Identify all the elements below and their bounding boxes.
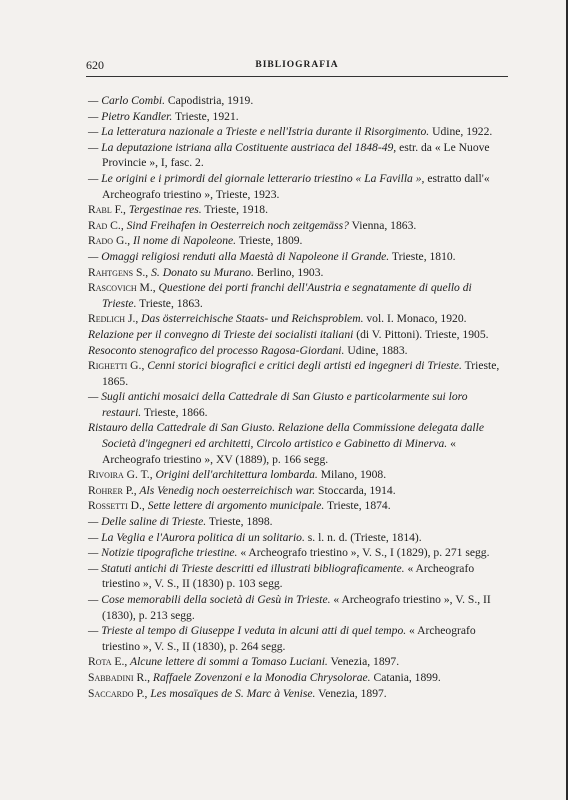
entry-title: Questione dei porti franchi dell'Austria e segnatamente di quello di Trieste.	[102, 281, 472, 310]
entry-details: Venezia, 1897.	[327, 655, 400, 669]
entry-title: Tergestinae res.	[125, 203, 202, 217]
entry-title: Raffaele Zovenzoni e la Monodia Chrysolorae.	[150, 670, 371, 684]
entry-title: Das österreichische Staats- und Reichsproblem.	[138, 312, 364, 326]
entry-author: Rossetti D.,	[88, 499, 145, 513]
running-title: BIBLIOGRAFIA	[255, 60, 339, 70]
entry-details: Trieste, 1918.	[201, 203, 268, 217]
entry-details: Trieste, 1898.	[206, 515, 273, 529]
bibliography-entry	[88, 140, 508, 171]
bibliography-entry	[88, 483, 508, 499]
entry-author: Rabl F.,	[88, 203, 126, 217]
entry-details: Trieste, 1921.	[172, 109, 239, 123]
bibliography-entry	[88, 343, 508, 359]
entry-details: « Archeografo triestino », V. S., I (1829), p. 271 segg.	[237, 546, 490, 560]
entry-author: Rado G.,	[88, 234, 131, 248]
bibliography-entry	[88, 561, 508, 592]
entry-details: « Archeografo triestino », V. S., II (1830), p. 213 segg.	[102, 593, 491, 622]
bibliography-entry	[88, 389, 508, 420]
bibliography-list	[88, 93, 508, 701]
entry-details: Trieste, 1865.	[102, 359, 500, 388]
entry-details: Trieste, 1809.	[236, 234, 303, 248]
entry-details: « Archeografo triestino », V. S., II (1830) p. 103 segg.	[102, 561, 475, 591]
entry-title: Alcune lettere di sommi a Tomaso Luciani.	[127, 655, 328, 669]
page-header	[86, 58, 508, 77]
entry-author: Sabbadini R.,	[88, 670, 150, 684]
bibliography-entry	[88, 592, 508, 623]
entry-title: — Trieste al tempo di Giuseppe I veduta in alcuni atti di quel tempo.	[88, 624, 407, 638]
bibliography-entry	[88, 530, 508, 546]
entry-title: Ristauro della Cattedrale di San Giusto. Relazione della Commissione delegata dalle Società d'ingegneri ed architetti, Circolo artistico e Gabinetto di Minerva.	[88, 421, 484, 451]
entry-details: Berlino, 1903.	[253, 265, 324, 279]
entry-details: Trieste, 1874.	[324, 499, 391, 513]
entry-author: Rivoira G. T.,	[88, 468, 153, 482]
bibliography-entry	[88, 93, 508, 109]
entry-author: Rad C.,	[88, 218, 124, 232]
bibliography-entry	[88, 623, 508, 654]
bibliography-entry	[88, 358, 508, 389]
entry-author: Righetti G.,	[88, 359, 145, 373]
entry-author: Rota E.,	[88, 655, 128, 669]
entry-details: vol. I. Monaco, 1920.	[363, 312, 467, 326]
entry-title: — Statuti antichi di Trieste descritti ed illustrati bibliograficamente.	[88, 561, 405, 575]
bibliography-entry	[88, 280, 508, 311]
bibliography-entry	[88, 327, 508, 343]
entry-title: — Sugli antichi mosaici della Cattedrale di San Giusto e particolarmente sui loro restauri.	[88, 390, 468, 419]
bibliography-entry	[88, 467, 508, 483]
entry-title: — Pietro Kandler.	[88, 109, 173, 123]
entry-title: Sette lettere di argomento municipale.	[144, 499, 325, 513]
entry-details: Trieste, 1810.	[389, 249, 456, 263]
entry-details: Udine, 1883.	[344, 343, 408, 357]
bibliography-entry	[88, 218, 508, 234]
entry-details: Trieste, 1866.	[141, 405, 208, 419]
bibliography-entry	[88, 265, 508, 281]
bibliography-entry	[88, 202, 508, 218]
entry-title: — La letteratura nazionale a Trieste e nell'Istria durante il Risorgimento.	[88, 125, 430, 139]
entry-title: — Delle saline di Trieste.	[88, 515, 207, 529]
entry-details: (di V. Pittoni). Trieste, 1905.	[353, 327, 489, 341]
entry-author: Rascovich M.,	[88, 281, 156, 295]
entry-title: — Carlo Combi.	[88, 94, 165, 107]
bibliography-entry	[88, 654, 508, 670]
entry-details: s. l. n. d. (Trieste, 1814).	[304, 530, 422, 544]
entry-author: Rahtgens S.,	[88, 265, 149, 279]
page-number: 620	[86, 58, 104, 72]
bibliography-entry	[88, 171, 508, 202]
entry-details: « Archeografo triestino », V. S., II (1830), p. 264 segg.	[102, 624, 476, 653]
entry-title: Resoconto stenografico del processo Ragosa-Giordani.	[88, 343, 345, 357]
entry-title: Cenni storici biografici e critici degli artisti ed ingegneri di Trieste.	[144, 359, 462, 373]
entry-title: Les mosaïques de S. Marc à Venise.	[147, 686, 316, 700]
entry-title: Origini dell'architettura lombarda.	[152, 468, 318, 482]
entry-details: Venezia, 1897.	[315, 686, 387, 700]
bibliography-entry	[88, 420, 508, 467]
bibliography-entry	[88, 670, 508, 686]
bibliography-entry	[88, 514, 508, 530]
bibliography-entry	[88, 498, 508, 514]
entry-title: — Notizie tipografiche triestine.	[88, 546, 238, 560]
entry-title: Il nome di Napoleone.	[130, 234, 237, 248]
entry-details: Vienna, 1863.	[348, 218, 417, 232]
entry-author: Redlich J.,	[88, 312, 139, 326]
bibliography-entry	[88, 686, 508, 702]
bibliography-entry	[88, 124, 508, 140]
bibliography-entry	[88, 233, 508, 249]
entry-title: Als Venedig noch oesterreichisch war.	[136, 483, 316, 497]
entry-details: Udine, 1922.	[429, 125, 493, 139]
entry-details: Catania, 1899.	[370, 670, 441, 684]
entry-title: — Omaggi religiosi renduti alla Maestà di Napoleone il Grande.	[88, 249, 390, 263]
entry-details: Milano, 1908.	[317, 468, 387, 482]
bibliography-entry	[88, 109, 508, 125]
bibliography-entry	[88, 249, 508, 265]
entry-title: — La Veglia e l'Aurora politica di un solitario.	[88, 530, 305, 544]
entry-title: — La deputazione istriana alla Costituente austriaca del 1848-49,	[88, 140, 397, 154]
entry-details: estratto dall'« Archeografo triestino », Trieste, 1923.	[102, 171, 490, 201]
entry-details: Trieste, 1863.	[136, 296, 203, 310]
entry-title: — Cose memorabili della società di Gesù in Trieste.	[88, 593, 331, 606]
entry-details: « Archeografo triestino », XV (1889), p. 166 segg.	[102, 437, 456, 466]
entry-author: Saccardo P.,	[88, 686, 148, 700]
entry-title: S. Donato su Murano.	[148, 265, 254, 279]
entry-title: — Le origini e i primordi del giornale letterario triestino « La Favilla »,	[88, 171, 425, 185]
entry-title: Sind Freihafen in Oesterreich noch zeitgemäss?	[123, 218, 349, 232]
entry-author: Rohrer P.,	[88, 483, 137, 497]
entry-details: Stoccarda, 1914.	[315, 483, 396, 497]
entry-title: Relazione per il convegno di Trieste dei socialisti italiani	[88, 327, 354, 341]
entry-details: Capodistria, 1919.	[164, 94, 254, 107]
bibliography-entry	[88, 311, 508, 327]
entry-details: estr. da « Le Nuove Provincie », I, fasc. 2.	[102, 140, 490, 170]
bibliography-entry	[88, 545, 508, 561]
